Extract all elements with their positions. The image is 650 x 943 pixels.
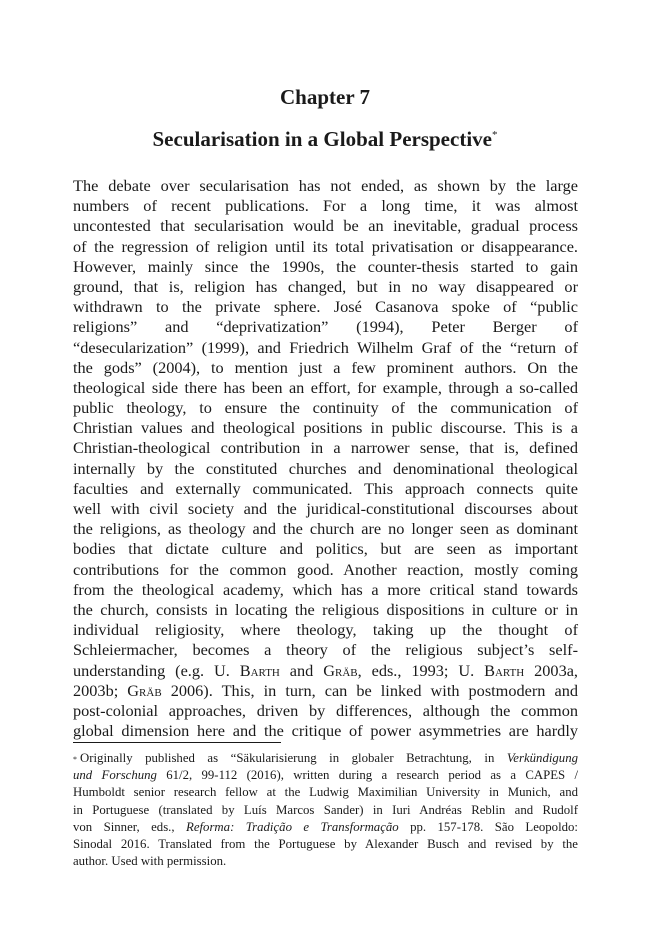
footnote-line: und Forschung 61/2, 99-112 (2016), written during a research period as a CAPES / [73,768,579,783]
body-line: the religions, as theology and the church are no longer seen as dominant [73,519,578,539]
body-line: individual religiosity, where theology, taking up the thought of [73,620,578,640]
footnote-marker: * [73,755,77,764]
body-line: ground, that is, religion has changed, but in no way disappeared or [73,276,578,296]
footnote [73,750,578,870]
footnote-line-text: Originally published as “Säkularisierung in globaler Betrachtung, in Verkündigung [80,751,578,765]
body-line: However, mainly since the 1990s, the counter-thesis started to gain [73,256,578,276]
body-line: numbers of recent publications. For a long time, it was almost [73,196,578,216]
body-line: of the regression of religion until its total privatisation or disappearance. [73,236,578,256]
footnote-line: von Sinner, eds., Reforma: Tradição e Transformação pp. 157-178. São Leopoldo: [73,819,578,834]
chapter-title [0,125,650,153]
footnote-line: in Portuguese (translated by Luís Marcos Sander) in Iuri Andréas Reblin and Rudolf [73,802,578,817]
chapter-title-text: Secularisation in a Global Perspective [152,127,492,151]
body-line: religions” and “deprivatization” (1994), Peter Berger of [73,317,578,337]
author-name-smallcaps: Gräb [127,680,162,700]
chapter-number: Chapter 7 [279,85,371,109]
footnote-line [73,750,578,767]
body-line: withdrawn to the private sphere. José Casanova spoke of “public [73,297,578,317]
body-line: “desecularization” (1999), and Friedrich Wilhelm Graf of the “return of [73,337,578,357]
body-line: the church, consists in locating the religious dispositions in culture or in [73,599,578,619]
footnote-reference-marker: * [491,129,498,141]
body-line: Christian-theological contribution in a narrower sense, that is, defined [73,438,578,458]
italic-title: Verkündigung [506,751,578,765]
body-line: Christian values and theological positions in public discourse. This is a [73,418,578,438]
body-line: internally by the constituted churches and denominational theological [73,458,578,478]
author-name-smallcaps: Gräb [323,660,358,680]
body-line: theological side there has been an effort, for example, through a so-called [73,377,578,397]
author-name-smallcaps: Barth [239,660,280,680]
body-line: contributions for the common good. Another reaction, mostly coming [73,559,578,579]
body-line: well with civil society and the juridical-constitutional discourses about [73,499,578,518]
italic-title: und Forschung [73,768,157,783]
body-line: uncontested that secularisation would be an inevitable, gradual process [73,216,578,236]
body-line: global dimension here and the critique of power asymmetries are hardly [73,721,578,741]
body-line: the gods” (2004), to mention just a few prominent authors. On the [73,357,578,377]
author-name-smallcaps: Barth [484,660,525,680]
body-line: Schleiermacher, becomes a theory of the religious subject’s self- [73,640,578,660]
footnote-line: Sinodal 2016. Translated from the Portuguese by Alexander Busch and revised by the [73,836,578,851]
body-line: post-colonial approaches, driven by differences, although the common [73,700,578,720]
footnote-line: author. Used with permission. [73,854,227,869]
body-line: The debate over secularisation has not ended, as shown by the large [73,176,578,195]
body-line: from the theological academy, which has a more critical stand towards [73,579,578,599]
body-line: bodies that dictate culture and politics, but are seen as important [73,539,578,559]
footnote-divider [73,742,281,743]
body-line: public theology, to ensure the continuity of the communication of [73,398,578,418]
body-paragraph [73,176,578,741]
footnote-line: Humboldt senior research fellow at the Ludwig Maximilian University in Munich, and [73,785,578,800]
italic-title: Reforma: Tradição e Transformação [186,819,399,834]
body-line: faculties and externally communicated. This approach connects quite [73,478,578,498]
body-line: 2003b; Gräb 2006). This, in turn, can be linked with postmodern and [73,680,578,700]
body-line: understanding (e.g. U. Barth and Gräb, eds., 1993; U. Barth 2003a, [73,660,579,680]
